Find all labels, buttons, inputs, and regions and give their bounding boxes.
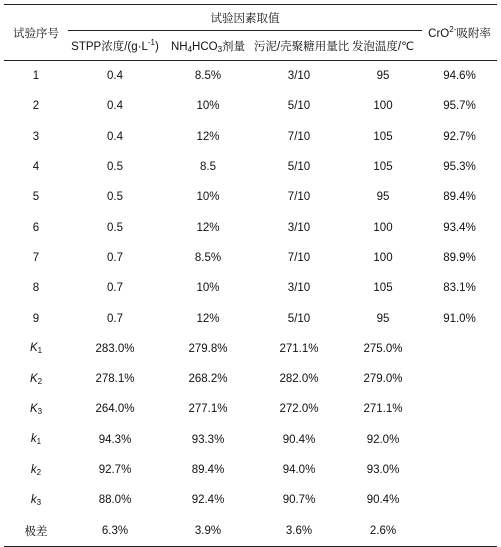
foam-temp-cell: 95 xyxy=(376,191,390,204)
run-no-cell: 6 xyxy=(32,221,40,234)
sludge-ratio-cell: 5/10 xyxy=(287,100,311,113)
nh4hco3-cell: 92.4% xyxy=(191,494,225,507)
nh4hco3-cell: 3.9% xyxy=(194,524,222,537)
nh4hco3-cell: 10% xyxy=(196,100,220,113)
foam-temp-cell: 275.0% xyxy=(363,342,403,355)
stat-symbol: K xyxy=(29,402,38,415)
stpp-cell: 0.4 xyxy=(107,70,123,83)
foam-temp-cell: 95 xyxy=(376,70,390,83)
run-no-cell: 9 xyxy=(32,312,40,325)
nh-pre: NH xyxy=(170,40,188,53)
table-row xyxy=(4,455,497,485)
empty-cell xyxy=(422,334,497,364)
stat-symbol: k xyxy=(30,463,37,476)
empty-cell xyxy=(422,425,497,455)
run-no-cell: 1 xyxy=(32,70,40,83)
stat-subscript: 3 xyxy=(37,406,43,416)
stpp-cell: 0.7 xyxy=(107,312,123,325)
nh-sub2: 3 xyxy=(217,44,223,54)
adsorption-rate-cell: 92.7% xyxy=(443,130,476,143)
nh4hco3-cell: 277.1% xyxy=(188,403,228,416)
table-row xyxy=(4,91,497,121)
orthogonal-test-table xyxy=(4,4,497,547)
table-row xyxy=(4,122,497,152)
stat-label-cell xyxy=(4,485,68,515)
foam-temp-cell: 100 xyxy=(373,251,393,264)
nh4hco3-cell: 12% xyxy=(196,130,220,143)
sludge-ratio-cell: 3/10 xyxy=(287,70,311,83)
sludge-ratio-cell: 3.6% xyxy=(285,524,313,537)
stpp-post: ) xyxy=(154,40,159,53)
header-row-1 xyxy=(4,5,497,31)
stpp-cell: 278.1% xyxy=(95,373,135,386)
sludge-ratio-cell: 282.0% xyxy=(279,373,319,386)
table-row xyxy=(4,334,497,364)
stat-label-cell xyxy=(4,455,68,485)
adsorption-rate-cell: 89.4% xyxy=(443,191,476,204)
stpp-cell: 0.7 xyxy=(107,251,123,264)
nh4hco3-cell: 8.5% xyxy=(194,251,222,264)
adsorption-rate-cell: 89.9% xyxy=(443,251,476,264)
table-row xyxy=(4,182,497,212)
stpp-cell: 88.0% xyxy=(98,494,132,507)
stpp-cell: 0.4 xyxy=(107,130,123,143)
adsorption-rate-cell: 93.4% xyxy=(443,221,476,234)
stpp-cell: 0.5 xyxy=(107,191,123,204)
empty-cell xyxy=(422,455,497,485)
table-body xyxy=(4,61,497,547)
nh4hco3-cell: 10% xyxy=(196,282,220,295)
empty-cell xyxy=(422,394,497,424)
cr-post: 吸附率 xyxy=(456,27,491,40)
nh4hco3-cell: 8.5 xyxy=(200,161,216,174)
sludge-ratio-cell: 3/10 xyxy=(287,282,311,295)
sludge-ratio-cell: 3/10 xyxy=(287,221,311,234)
stpp-cell: 283.0% xyxy=(95,342,135,355)
table-row xyxy=(4,152,497,182)
stat-symbol: k xyxy=(30,433,37,446)
stpp-cell: 94.3% xyxy=(98,433,132,446)
stpp-cell: 92.7% xyxy=(98,464,132,476)
sludge-ratio-cell: 90.4% xyxy=(282,433,316,446)
factor-group-header: 试验因素取值 xyxy=(68,5,422,31)
nh4hco3-cell: 10% xyxy=(196,191,220,204)
foam-temp-cell: 105 xyxy=(373,130,393,143)
foam-temp-cell: 271.1% xyxy=(363,403,403,416)
nh4hco3-cell: 268.2% xyxy=(188,373,228,386)
empty-cell xyxy=(422,485,497,515)
table-row xyxy=(4,212,497,242)
stpp-cell: 0.7 xyxy=(107,282,123,295)
range-label-cell: 极差 xyxy=(24,525,48,538)
foam-temp-cell: 105 xyxy=(373,282,393,295)
nh4hco3-cell: 89.4% xyxy=(191,464,225,476)
foam-temp-cell: 100 xyxy=(373,100,393,113)
nh-tail: 剂量 xyxy=(222,40,246,53)
foam-temp-cell: 93.0% xyxy=(366,464,400,476)
foam-temp-cell: 90.4% xyxy=(366,494,400,507)
nh-sub: 4 xyxy=(187,44,193,54)
nh4hco3-header xyxy=(162,31,254,61)
stat-subscript: 1 xyxy=(36,437,42,447)
sludge-ratio-header: 污泥/壳聚糖用量比 xyxy=(254,31,344,61)
nh4hco3-cell: 93.3% xyxy=(191,433,225,446)
nh4hco3-cell: 279.8% xyxy=(188,342,228,355)
stat-subscript: 2 xyxy=(36,467,42,477)
cr-pre: CrO xyxy=(428,27,450,40)
sludge-ratio-cell: 90.7% xyxy=(282,494,316,507)
foam-temp-cell: 92.0% xyxy=(366,433,400,446)
sludge-ratio-cell: 272.0% xyxy=(279,403,319,416)
table-row xyxy=(4,61,497,92)
stpp-cell: 6.3% xyxy=(101,524,129,537)
stpp-cell: 0.5 xyxy=(107,161,123,174)
table-row xyxy=(4,485,497,515)
adsorption-rate-cell: 94.6% xyxy=(443,70,476,83)
stat-label-cell xyxy=(4,334,68,364)
sludge-ratio-cell: 271.1% xyxy=(279,342,319,355)
table-row xyxy=(4,243,497,273)
stat-label-cell xyxy=(4,394,68,424)
nh4hco3-cell: 12% xyxy=(196,221,220,234)
empty-cell xyxy=(422,515,497,546)
stat-symbol: K xyxy=(29,372,38,385)
stat-label-cell xyxy=(4,425,68,455)
stpp-cell: 0.4 xyxy=(107,100,123,113)
cr-sup: 2- xyxy=(449,24,457,34)
stpp-header xyxy=(68,31,162,61)
stpp-cell: 264.0% xyxy=(95,403,135,416)
nh-post: HCO xyxy=(192,40,218,53)
stpp-pre: STPP浓度/(g·L xyxy=(71,40,148,53)
foam-temp-header: 发泡温度/℃ xyxy=(344,31,422,61)
foam-temp-cell: 2.6% xyxy=(369,524,397,537)
run-no-cell: 3 xyxy=(32,130,40,143)
run-no-cell: 2 xyxy=(32,100,40,113)
nh4hco3-cell: 12% xyxy=(196,312,220,325)
foam-temp-cell: 279.0% xyxy=(363,373,403,386)
adsorption-rate-header xyxy=(422,5,497,61)
sludge-ratio-cell: 7/10 xyxy=(287,191,311,204)
adsorption-rate-cell: 95.7% xyxy=(443,100,476,113)
stat-subscript: 3 xyxy=(36,497,42,507)
table-row xyxy=(4,425,497,455)
sludge-ratio-cell: 5/10 xyxy=(287,312,311,325)
run-no-cell: 5 xyxy=(32,191,40,204)
empty-cell xyxy=(422,364,497,394)
table-row xyxy=(4,303,497,333)
run-no-cell: 4 xyxy=(32,161,40,174)
sludge-ratio-cell: 7/10 xyxy=(287,130,311,143)
stat-subscript: 2 xyxy=(37,376,43,386)
run-no-header: 试验序号 xyxy=(4,5,68,61)
nh4hco3-cell: 8.5% xyxy=(194,70,222,83)
sludge-ratio-cell: 5/10 xyxy=(287,161,311,174)
run-no-cell: 7 xyxy=(32,251,40,264)
sludge-ratio-cell: 7/10 xyxy=(287,251,311,264)
foam-temp-cell: 105 xyxy=(373,161,393,174)
foam-temp-cell: 100 xyxy=(373,221,393,234)
stpp-cell: 0.5 xyxy=(107,221,123,234)
range-row xyxy=(4,515,497,546)
table-row xyxy=(4,273,497,303)
adsorption-rate-cell: 83.1% xyxy=(443,282,476,295)
run-no-cell: 8 xyxy=(32,282,40,295)
table-row xyxy=(4,364,497,394)
foam-temp-cell: 95 xyxy=(376,312,390,325)
stat-label-cell xyxy=(4,364,68,394)
stpp-sup: -1 xyxy=(147,37,155,47)
table-row xyxy=(4,394,497,424)
stat-symbol: K xyxy=(29,342,38,355)
adsorption-rate-cell: 95.3% xyxy=(443,161,476,174)
adsorption-rate-cell: 91.0% xyxy=(443,312,476,325)
stat-subscript: 1 xyxy=(37,346,43,356)
stat-symbol: k xyxy=(30,493,37,506)
sludge-ratio-cell: 94.0% xyxy=(282,464,316,476)
